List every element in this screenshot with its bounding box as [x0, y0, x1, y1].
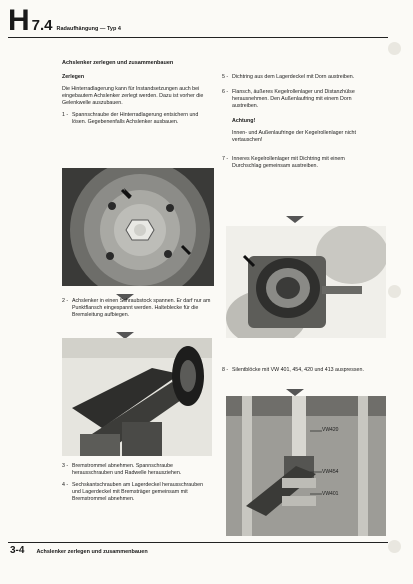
step-6-text: Flansch, äußeres Kegelrollenlager und Distanzhülse herausnehmen. Den Außenlaufring mit einem Dorn austreiben. [232, 89, 355, 109]
page-footer [10, 545, 148, 556]
section-arrow [286, 389, 304, 396]
step-5-text: Dichtring aus dem Lagerdeckel mit Dorn austreiben. [232, 74, 355, 80]
step-7 [222, 156, 372, 170]
step-5 [222, 74, 372, 81]
punch-hole [388, 540, 401, 553]
step-6-number: 6 - [222, 89, 229, 95]
header-rule [8, 37, 388, 38]
photo-bearing-housing [226, 226, 386, 338]
punch-hole [388, 285, 401, 298]
section-title: Achslenker zerlegen und zusammenbauen [62, 60, 174, 66]
label-vw454: VW454 [322, 469, 339, 475]
warning-text: Innen- und Außenlaufringe der Kegelrollenlager nicht vertauschen! [232, 130, 356, 143]
intro-paragraph: Die Hinterradlagerung kann für Instandsetzungen auch bei eingebautem Achslenker zerlegt werden. Dazu ist vorher die Gelenkwelle auszubauen. [62, 86, 204, 106]
chapter-number: 7.4 [31, 17, 53, 34]
page-number: 3-4 [10, 545, 25, 556]
right-text-block [222, 74, 372, 170]
page-header [8, 6, 121, 36]
step-1-number: 1 - [62, 112, 69, 118]
photo-brake-backing-plate [62, 168, 214, 286]
section-arrow [286, 216, 304, 223]
step-2-number: 2 - [62, 298, 69, 304]
photo-control-arm-vice [62, 338, 212, 456]
label-vw401: VW401 [322, 491, 339, 497]
chapter-letter: H [8, 4, 30, 37]
steps-3-4 [62, 463, 212, 503]
step-8-text: Silentblöcke mit VW 401, 454, 420 und 413 auspressen. [232, 367, 364, 373]
chapter-title: Radaufhängung — Typ 4 [56, 26, 121, 32]
step-4-number: 4 - [62, 482, 69, 488]
step-3 [62, 463, 212, 477]
step-7-text: Inneres Kegelrollenlager mit Dichtring mit einem Durchschlag gemeinsam austreiben. [232, 156, 345, 169]
step-4-text: Sechskantschrauben am Lagerdeckel herausschrauben und Lagerdeckel mit Bremsträger gemeinsam mit Bremstrommel abnehmen. [72, 482, 204, 502]
step-4 [62, 482, 212, 503]
step-8 [222, 367, 372, 374]
step-6 [222, 89, 372, 110]
step-3-number: 3 - [62, 463, 69, 469]
photo-press-tools [226, 396, 386, 536]
footer-title: Achslenker zerlegen und zusammenbauen [36, 549, 148, 555]
step-2-text: Achslenker in einen Schraubstock spannen. Er darf nur am Punktflansch eingespannt werden. Halteblecke für die Bremsleitung aufbiegen. [72, 298, 211, 318]
step-7-number: 7 - [222, 156, 229, 162]
step-8-number: 8 - [222, 367, 229, 373]
step-3-text: Bremstrommel abnehmen. Spannschraube herausschrauben und Radwelle herausziehen. [72, 463, 182, 476]
left-text-block [62, 74, 212, 126]
warning-heading: Achtung! [232, 118, 256, 124]
step-1-text: Spannschraube der Hinterradlagerung entsichern und lösen. Gegebenenfalls Achslenker ausbauen. [72, 112, 199, 125]
punch-hole [388, 42, 401, 55]
step-5-number: 5 - [222, 74, 229, 80]
footer-rule [8, 542, 388, 543]
label-vw420: VW420 [322, 427, 339, 433]
step-1 [62, 112, 212, 126]
step-2 [62, 298, 212, 319]
subhead-zerlegen: Zerlegen [62, 74, 85, 80]
